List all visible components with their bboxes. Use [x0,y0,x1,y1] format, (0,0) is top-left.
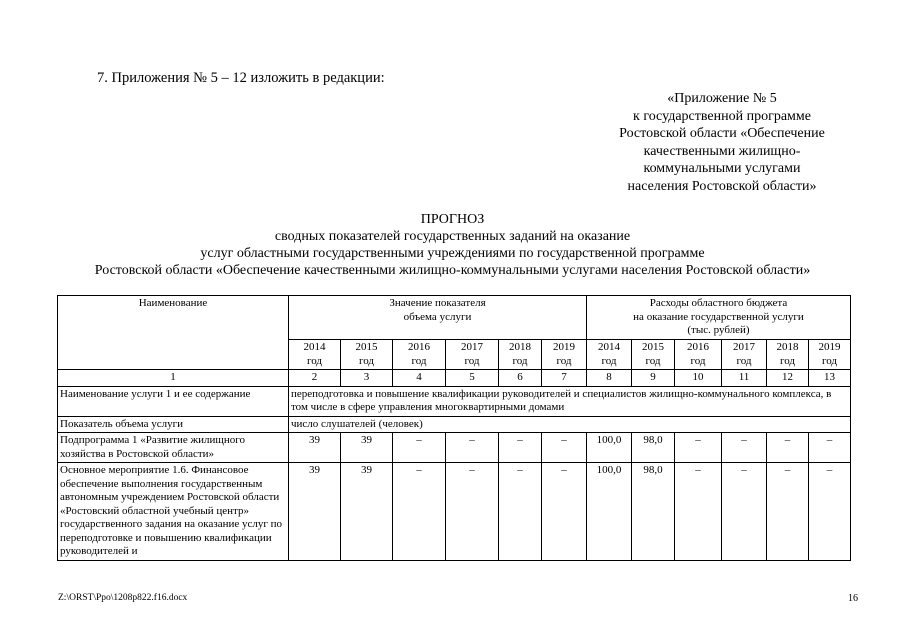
appendix-line: «Приложение № 5 [667,91,777,106]
service-name-row [58,386,851,416]
appendix-line: качественными жилищно- [643,143,801,159]
volume-label: Показатель объема услуги [58,416,289,433]
value-cell: 39 [341,463,393,561]
value-cell: – [809,433,851,463]
col-number: 7 [542,370,587,387]
col-number: 13 [809,370,851,387]
year-cell [722,340,767,370]
row-name: Подпрограмма 1 «Развитие жилищного хозяйства в Ростовской области» [58,433,289,463]
title-line: сводных показателей государственных заданий на оказание [274,229,631,244]
service-name-value: переподготовка и повышение квалификации руководителей и специалистов жилищно-коммунального комплекса, в том числе в сфере управления многоквартирными домами [289,386,851,416]
value-cell: 39 [289,433,341,463]
appendix-line: коммунальными услугами [643,161,801,176]
year-suffix: год [779,354,796,367]
title-line: услуг областными государственными учреждениями по государственной программе [200,246,705,261]
value-cell: – [675,463,722,561]
year: 2014 [598,341,620,353]
table-row [58,463,851,561]
col-number: 10 [675,370,722,387]
col-number: 1 [58,370,289,387]
year-cell [393,340,446,370]
year: 2015 [355,341,378,353]
col-number: 8 [587,370,632,387]
value-cell: – [767,433,809,463]
year-cell [289,340,341,370]
year: 2019 [818,341,841,353]
value-cell: – [499,433,542,463]
year-suffix: год [306,354,323,367]
value-cell: 100,0 [587,433,632,463]
value-cell: – [722,433,767,463]
year: 2019 [553,341,575,353]
value-cell: 39 [289,463,341,561]
title-line: ПРОГНОЗ [420,212,485,227]
value-cell: – [542,463,587,561]
year-cell [446,340,499,370]
year-suffix: год [601,354,617,367]
year: 2018 [509,341,531,353]
year: 2018 [776,341,799,353]
forecast-table [57,295,851,561]
year-cell [675,340,722,370]
year-cell [767,340,809,370]
year: 2015 [642,341,664,353]
header-group-budget [587,296,851,340]
year-cell [587,340,632,370]
value-cell: – [393,433,446,463]
year: 2014 [303,341,326,353]
service-name-label: Наименование услуги 1 и ее содержание [58,386,289,416]
year-suffix: год [358,354,375,367]
title-line: Ростовской области «Обеспечение качественными жилищно-коммунальными услугами населения Ростовской области» [94,263,811,278]
year-suffix: год [556,354,572,367]
document-title [0,211,905,279]
col-number: 2 [289,370,341,387]
col-number: 6 [499,370,542,387]
header-name: Наименование [58,296,289,370]
value-cell: – [675,433,722,463]
column-number-row [58,370,851,387]
year-cell [632,340,675,370]
intro-text: 7. Приложения № 5 – 12 изложить в редакции: [97,70,385,86]
year-suffix: год [411,354,427,367]
appendix-line: к государственной программе [633,108,811,124]
col-number: 4 [393,370,446,387]
year: 2017 [733,341,755,353]
value-cell: 100,0 [587,463,632,561]
year-cell [499,340,542,370]
appendix-line: населения Ростовской области» [627,178,817,194]
header-text: объема услуги [403,310,472,323]
header-text: Расходы областного бюджета [649,297,788,309]
year-cell [542,340,587,370]
value-cell: – [446,433,499,463]
value-cell: 39 [341,433,393,463]
year-suffix: год [690,354,706,367]
year-suffix: год [821,354,838,367]
value-cell: – [809,463,851,561]
table-row [58,433,851,463]
year-cell [809,340,851,370]
value-cell: 98,0 [632,433,675,463]
header-group-volume [289,296,587,340]
year-suffix: год [464,354,480,367]
col-number: 5 [446,370,499,387]
year-suffix: год [512,354,528,367]
value-cell: – [393,463,446,561]
value-cell: – [542,433,587,463]
col-number: 3 [341,370,393,387]
value-cell: – [446,463,499,561]
col-number: 9 [632,370,675,387]
value-cell: 98,0 [632,463,675,561]
appendix-header [592,90,852,195]
volume-row [58,416,851,433]
appendix-line: Ростовской области «Обеспечение [619,126,825,141]
row-name: Основное мероприятие 1.6. Финансовое обеспечение выполнения государственным автономным учреждением Ростовской области «Ростовский областной учебный центр» государственного задания на оказание услуг по переподготовке и повышению квалификации руководителей и [58,463,289,561]
col-number: 11 [722,370,767,387]
value-cell: – [767,463,809,561]
page-number: 16 [848,593,858,604]
year: 2016 [687,341,709,353]
header-text: на оказание государственной услуги [633,310,804,323]
volume-value: число слушателей (человек) [289,416,851,433]
value-cell: – [499,463,542,561]
header-text: Значение показателя [389,297,486,309]
footer-file-path: Z:\ORST\Ppo\1208p822.f16.docx [58,593,188,603]
year-suffix: год [736,354,752,367]
year-suffix: год [645,354,661,367]
year: 2017 [461,341,483,353]
year: 2016 [408,341,430,353]
value-cell: – [722,463,767,561]
header-text: (тыс. рублей) [687,324,750,336]
col-number: 12 [767,370,809,387]
year-cell [341,340,393,370]
